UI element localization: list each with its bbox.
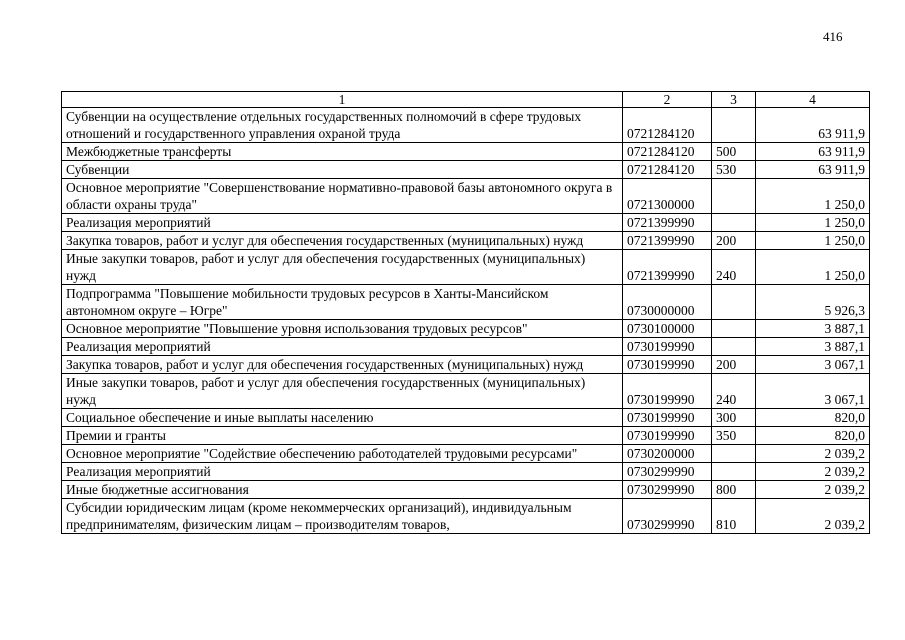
expense-type-cell: 810: [712, 499, 756, 534]
row-name-cell: Реализация мероприятий: [62, 338, 623, 356]
amount-cell: 820,0: [756, 409, 870, 427]
row-name-cell: Иные бюджетные ассигнования: [62, 481, 623, 499]
table-row: [62, 374, 870, 409]
expense-type-cell: 350: [712, 427, 756, 445]
row-name-cell: Реализация мероприятий: [62, 214, 623, 232]
amount-cell: 1 250,0: [756, 179, 870, 214]
row-name-cell: Субвенции на осуществление отдельных государственных полномочий в сфере трудовых отношений и государственного управления охраной труда: [62, 108, 623, 143]
expense-type-cell: 240: [712, 250, 756, 285]
target-article-cell: 0721300000: [623, 179, 712, 214]
expense-type-cell: 500: [712, 143, 756, 161]
amount-cell: 1 250,0: [756, 214, 870, 232]
target-article-cell: 0721399990: [623, 232, 712, 250]
expense-type-cell: 530: [712, 161, 756, 179]
table-row: [62, 232, 870, 250]
table-row: [62, 445, 870, 463]
target-article-cell: 0730199990: [623, 374, 712, 409]
amount-cell: 3 067,1: [756, 356, 870, 374]
table-row: [62, 499, 870, 534]
expense-type-cell: [712, 445, 756, 463]
expense-type-cell: [712, 108, 756, 143]
expense-type-cell: [712, 320, 756, 338]
expense-type-cell: 200: [712, 232, 756, 250]
column-header-3: 3: [712, 92, 756, 108]
table-row: [62, 108, 870, 143]
row-name-cell: Субсидии юридическим лицам (кроме некоммерческих организаций), индивидуальным предпринимателям, физическим лицам – производителям товаров,: [62, 499, 623, 534]
row-name-cell: Реализация мероприятий: [62, 463, 623, 481]
amount-cell: 820,0: [756, 427, 870, 445]
target-article-cell: 0721284120: [623, 161, 712, 179]
table-row: [62, 143, 870, 161]
table-row: [62, 338, 870, 356]
row-name-cell: Закупка товаров, работ и услуг для обеспечения государственных (муниципальных) нужд: [62, 356, 623, 374]
target-article-cell: 0730199990: [623, 338, 712, 356]
target-article-cell: 0730299990: [623, 463, 712, 481]
expense-type-cell: [712, 285, 756, 320]
budget-table: [61, 91, 870, 534]
target-article-cell: 0730299990: [623, 499, 712, 534]
row-name-cell: Основное мероприятие "Совершенствование нормативно-правовой базы автономного округа в области охраны труда": [62, 179, 623, 214]
target-article-cell: 0721284120: [623, 143, 712, 161]
target-article-cell: 0730299990: [623, 481, 712, 499]
target-article-cell: 0730000000: [623, 285, 712, 320]
table-header-row: [62, 92, 870, 108]
expense-type-cell: 200: [712, 356, 756, 374]
target-article-cell: 0730200000: [623, 445, 712, 463]
table-row: [62, 409, 870, 427]
expense-type-cell: [712, 179, 756, 214]
table-row: [62, 463, 870, 481]
row-name-cell: Иные закупки товаров, работ и услуг для обеспечения государственных (муниципальных) нужд: [62, 250, 623, 285]
table-row: [62, 285, 870, 320]
amount-cell: 2 039,2: [756, 445, 870, 463]
column-header-4: 4: [756, 92, 870, 108]
target-article-cell: 0721399990: [623, 250, 712, 285]
expense-type-cell: 300: [712, 409, 756, 427]
target-article-cell: 0730100000: [623, 320, 712, 338]
expense-type-cell: 240: [712, 374, 756, 409]
table-row: [62, 250, 870, 285]
table-row: [62, 320, 870, 338]
row-name-cell: Социальное обеспечение и иные выплаты населению: [62, 409, 623, 427]
page-number: 416: [823, 29, 843, 44]
table-row: [62, 179, 870, 214]
row-name-cell: Основное мероприятие "Содействие обеспечению работодателей трудовыми ресурсами": [62, 445, 623, 463]
row-name-cell: Иные закупки товаров, работ и услуг для обеспечения государственных (муниципальных) нужд: [62, 374, 623, 409]
target-article-cell: 0721284120: [623, 108, 712, 143]
amount-cell: 1 250,0: [756, 250, 870, 285]
column-header-2: 2: [623, 92, 712, 108]
target-article-cell: 0730199990: [623, 356, 712, 374]
expense-type-cell: [712, 338, 756, 356]
row-name-cell: Закупка товаров, работ и услуг для обеспечения государственных (муниципальных) нужд: [62, 232, 623, 250]
amount-cell: 5 926,3: [756, 285, 870, 320]
amount-cell: 3 887,1: [756, 320, 870, 338]
target-article-cell: 0730199990: [623, 427, 712, 445]
amount-cell: 3 067,1: [756, 374, 870, 409]
table-row: [62, 481, 870, 499]
expense-type-cell: [712, 214, 756, 232]
table-row: [62, 161, 870, 179]
amount-cell: 2 039,2: [756, 463, 870, 481]
row-name-cell: Премии и гранты: [62, 427, 623, 445]
row-name-cell: Субвенции: [62, 161, 623, 179]
amount-cell: 2 039,2: [756, 499, 870, 534]
amount-cell: 63 911,9: [756, 108, 870, 143]
amount-cell: 3 887,1: [756, 338, 870, 356]
amount-cell: 1 250,0: [756, 232, 870, 250]
expense-type-cell: [712, 463, 756, 481]
amount-cell: 63 911,9: [756, 143, 870, 161]
table-row: [62, 427, 870, 445]
target-article-cell: 0721399990: [623, 214, 712, 232]
target-article-cell: 0730199990: [623, 409, 712, 427]
expense-type-cell: 800: [712, 481, 756, 499]
row-name-cell: Основное мероприятие "Повышение уровня использования трудовых ресурсов": [62, 320, 623, 338]
row-name-cell: Межбюджетные трансферты: [62, 143, 623, 161]
column-header-1: 1: [62, 92, 623, 108]
table-row: [62, 214, 870, 232]
amount-cell: 63 911,9: [756, 161, 870, 179]
amount-cell: 2 039,2: [756, 481, 870, 499]
row-name-cell: Подпрограмма "Повышение мобильности трудовых ресурсов в Ханты-Мансийском автономном округе – Югре": [62, 285, 623, 320]
table-row: [62, 356, 870, 374]
